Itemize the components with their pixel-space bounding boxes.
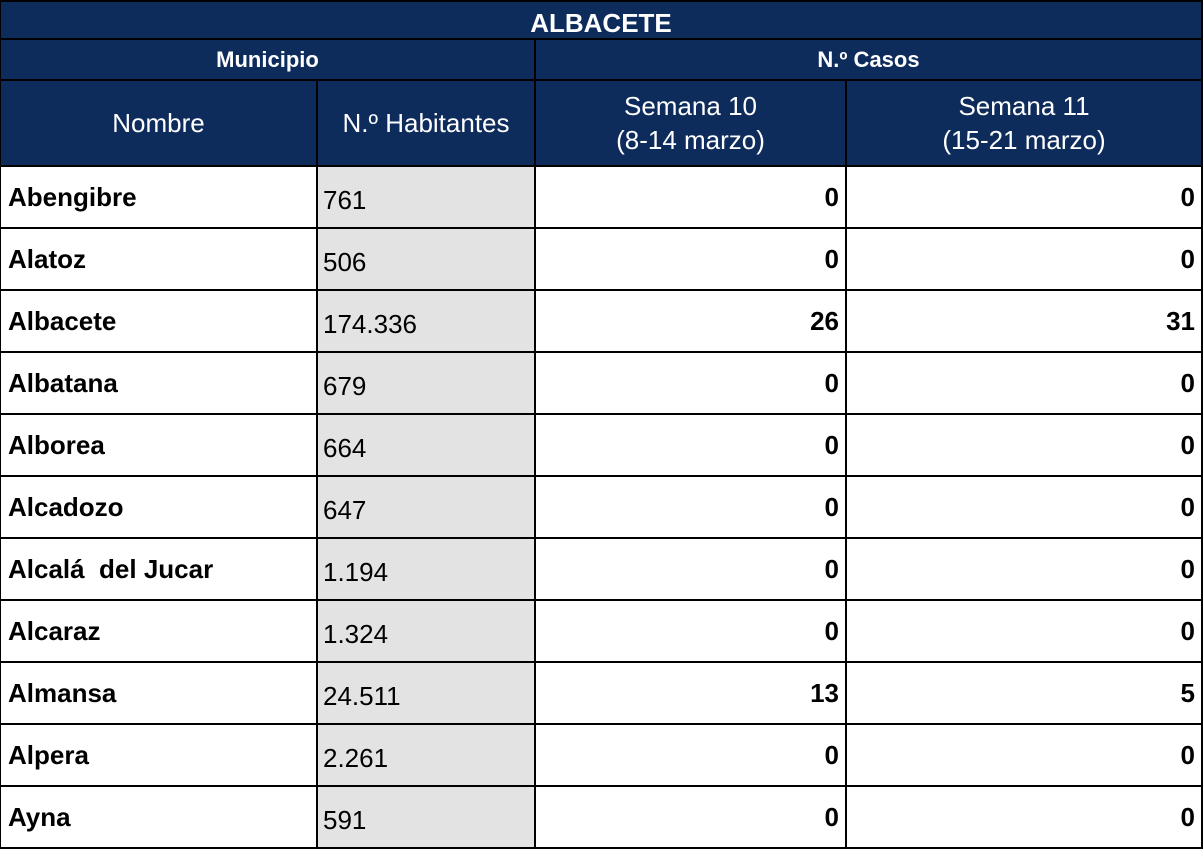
cases-week11-value: 0	[846, 352, 1202, 414]
cases-week10-value: 0	[535, 600, 846, 662]
table-row	[0, 662, 1202, 724]
cases-week10-value: 0	[535, 166, 846, 228]
column-header-semana10-title: Semana 10	[624, 91, 757, 121]
cases-week10-value: 0	[535, 724, 846, 786]
cases-week11-value: 0	[846, 228, 1202, 290]
title-row	[0, 1, 1202, 39]
column-header-semana11-dates: (15-21 marzo)	[942, 125, 1106, 155]
column-header-semana11	[846, 80, 1202, 166]
table-row	[0, 414, 1202, 476]
table-body	[0, 166, 1202, 848]
table-row	[0, 786, 1202, 848]
group-header-municipio: Municipio	[0, 39, 535, 80]
municipio-name: Alatoz	[0, 228, 317, 290]
cases-week11-value: 0	[846, 166, 1202, 228]
cases-week10-value: 0	[535, 352, 846, 414]
population-value: 647	[317, 476, 535, 538]
cases-week10-value: 0	[535, 786, 846, 848]
column-header-semana10-dates: (8-14 marzo)	[616, 125, 765, 155]
table-row	[0, 352, 1202, 414]
table-row	[0, 600, 1202, 662]
municipio-name: Abengibre	[0, 166, 317, 228]
cases-week11-value: 0	[846, 724, 1202, 786]
cases-week11-value: 0	[846, 786, 1202, 848]
cases-week11-value: 0	[846, 414, 1202, 476]
municipio-name: Ayna	[0, 786, 317, 848]
municipio-name: Albacete	[0, 290, 317, 352]
column-header-semana10	[535, 80, 846, 166]
table-row	[0, 166, 1202, 228]
table-title: ALBACETE	[0, 1, 1202, 39]
population-value: 24.511	[317, 662, 535, 724]
cases-week10-value: 0	[535, 538, 846, 600]
table-row	[0, 228, 1202, 290]
column-header-row	[0, 80, 1202, 166]
cases-week11-value: 0	[846, 600, 1202, 662]
population-value: 664	[317, 414, 535, 476]
population-value: 2.261	[317, 724, 535, 786]
population-value: 591	[317, 786, 535, 848]
municipio-name: Alcadozo	[0, 476, 317, 538]
column-header-nombre: Nombre	[0, 80, 317, 166]
cases-week10-value: 0	[535, 228, 846, 290]
municipio-name: Almansa	[0, 662, 317, 724]
cases-week11-value: 0	[846, 476, 1202, 538]
table-row	[0, 538, 1202, 600]
municipio-name: Alborea	[0, 414, 317, 476]
population-value: 506	[317, 228, 535, 290]
municipio-name: Alpera	[0, 724, 317, 786]
table-row	[0, 476, 1202, 538]
table-row	[0, 290, 1202, 352]
column-header-semana11-title: Semana 11	[958, 91, 1090, 121]
cases-week10-value: 13	[535, 662, 846, 724]
group-header-casos: N.º Casos	[535, 39, 1202, 80]
cases-week11-value: 31	[846, 290, 1202, 352]
cases-week11-value: 5	[846, 662, 1202, 724]
cases-week10-value: 0	[535, 414, 846, 476]
group-header-row	[0, 39, 1202, 80]
cases-week10-value: 26	[535, 290, 846, 352]
population-value: 1.194	[317, 538, 535, 600]
cases-week11-value: 0	[846, 538, 1202, 600]
cases-week10-value: 0	[535, 476, 846, 538]
population-value: 174.336	[317, 290, 535, 352]
population-value: 761	[317, 166, 535, 228]
municipio-name: Albatana	[0, 352, 317, 414]
population-value: 1.324	[317, 600, 535, 662]
table-row	[0, 724, 1202, 786]
population-value: 679	[317, 352, 535, 414]
municipio-name: Alcalá del Jucar	[0, 538, 317, 600]
column-header-habitantes: N.º Habitantes	[317, 80, 535, 166]
municipio-name: Alcaraz	[0, 600, 317, 662]
